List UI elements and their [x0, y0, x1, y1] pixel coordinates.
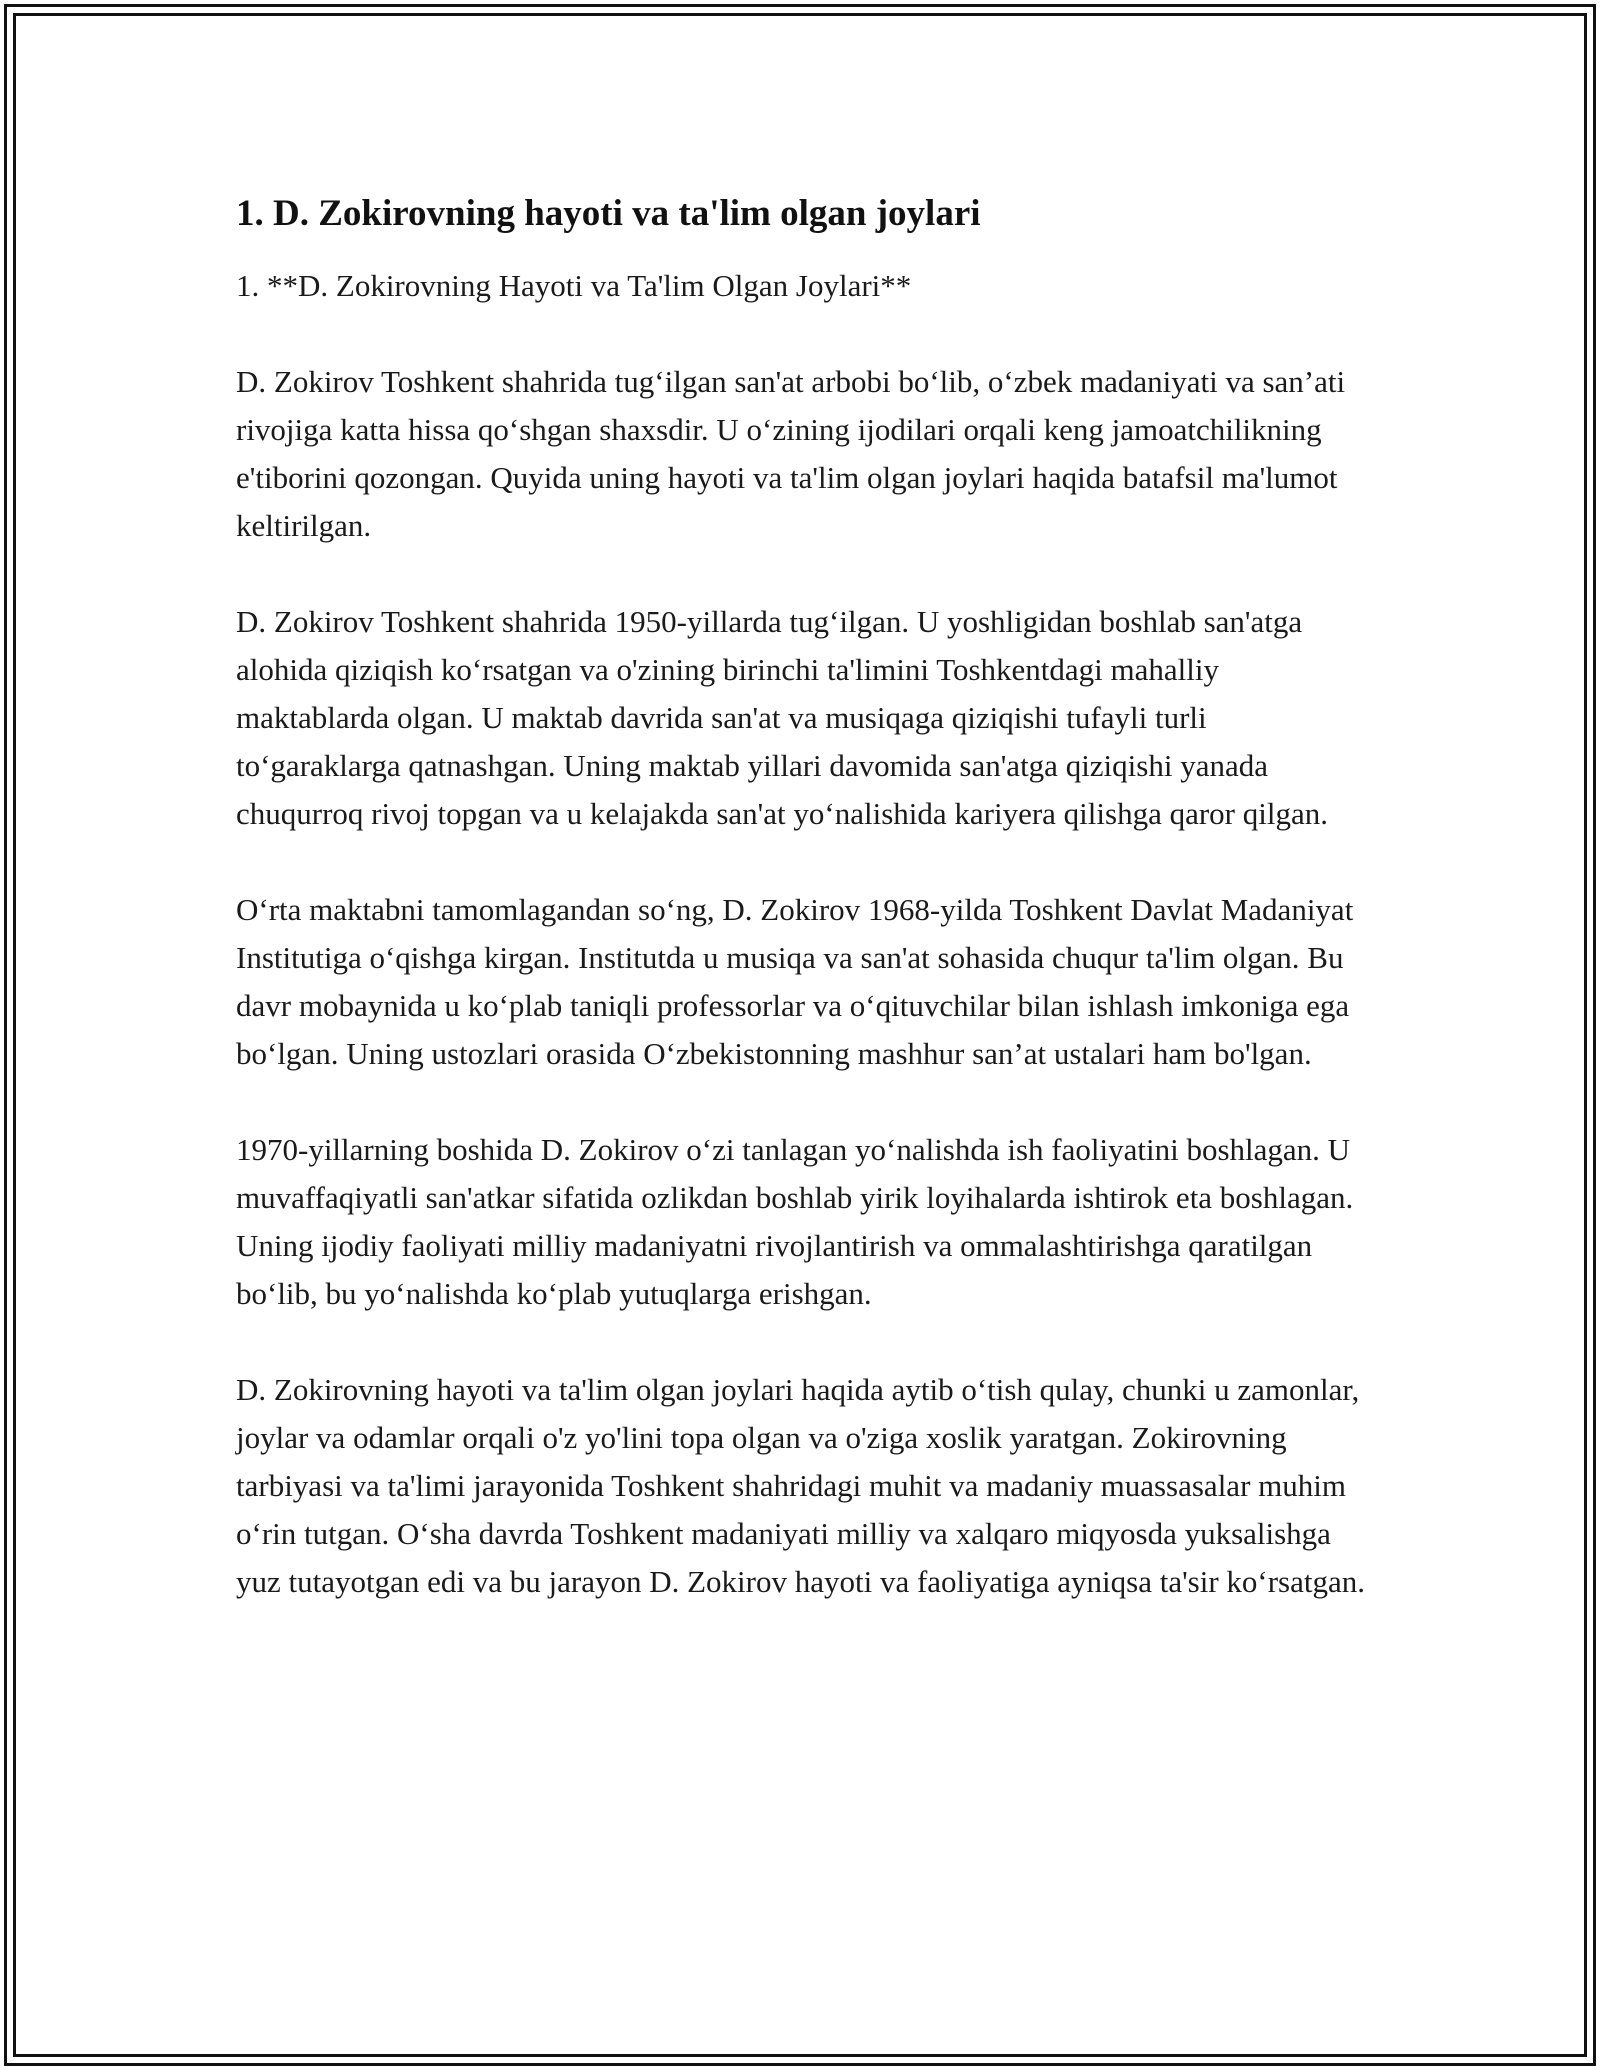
paragraph-intro: D. Zokirov Toshkent shahrida tug‘ilgan san'at arbobi bo‘lib, o‘zbek madaniyati va san’ati rivojiga katta hissa qo‘shgan shaxsdir. U o‘zining ijodilari orqali keng jamoatchilikning e'tiborini qozongan. Quyida uning hayoti va ta'lim olgan joylari haqida batafsil ma'lumot keltirilgan. — [236, 364, 1346, 543]
document-subheading: 1. **D. Zokirovning Hayoti va Ta'lim Olgan Joylari** — [236, 268, 912, 303]
paragraph-career: 1970-yillarning boshida D. Zokirov o‘zi tanlagan yo‘nalishda ish faoliyatini boshlagan. U muvaffaqiyatli san'atkar sifatida ozlikdan boshlab yirik loyihalarda ishtirok eta boshlagan. Uning ijodiy faoliyati milliy madaniyatni rivojlantirish va ommalashtirishga qaratilgan bo‘lib, bu yo‘nalishda ko‘plab yutuqlarga erishgan. — [236, 1132, 1354, 1311]
paragraph-conclusion: D. Zokirovning hayoti va ta'lim olgan joylari haqida aytib o‘tish qulay, chunki u zamonlar, joylar va odamlar orqali o'z yo'lini topa olgan va o'ziga xoslik yaratgan. Zokirovning tarbiyasi va ta'limi jarayonida Toshkent shahridagi muhit va madaniy muassasalar muhim o‘rin tutgan. O‘sha davrda Toshkent madaniyati milliy va xalqaro miqyosda yuksalishga yuz tutayotgan edi va bu jarayon D. Zokirov hayoti va faoliyatiga ayniqsa ta'sir ko‘rsatgan. — [236, 1372, 1366, 1599]
paragraph-education: O‘rta maktabni tamomlagandan so‘ng, D. Zokirov 1968-yilda Toshkent Davlat Madaniyat Institutiga o‘qishga kirgan. Institutda u musiqa va san'at sohasida chuqur ta'lim olgan. Bu davr mobaynida u ko‘plab taniqli professorlar va o‘qituvchilar bilan ishlash imkoniga ega bo‘lgan. Uning ustozlari orasida O‘zbekistonning mashhur san’at ustalari ham bo'lgan. — [236, 892, 1354, 1071]
paragraph-childhood: D. Zokirov Toshkent shahrida 1950-yillarda tug‘ilgan. U yoshligidan boshlab san'atga alohida qiziqish ko‘rsatgan va o'zining birinchi ta'limini Toshkentdagi mahalliy maktablarda olgan. U maktab davrida san'at va musiqaga qiziqishi tufayli turli to‘garaklarga qatnashgan. Uning maktab yillari davomida san'atga qiziqishi yanada chuqurroq rivoj topgan va u kelajakda san'at yo‘nalishida kariyera qilishga qaror qilgan. — [236, 604, 1328, 831]
document-title: 1. D. Zokirovning hayoti va ta'lim olgan joylari — [236, 193, 981, 234]
document-body — [236, 188, 1376, 1606]
